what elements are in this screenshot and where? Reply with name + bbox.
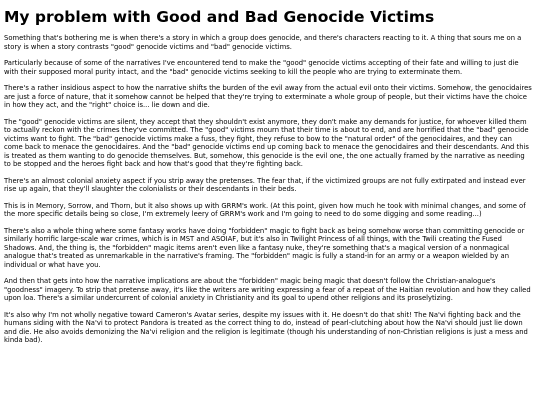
article-paragraph: There's a rather insidious aspect to how the narrative shifts the burden of the evil away from the actual evil onto their victims. Somehow, the genocidaires are just a force of nature, that it somehow cannot be helped that they're trying to exterminate a whole group of people, but their victims have the choice in how they act, and the "right" choice is... lie down and die. xyxy=(4,84,532,109)
article-title: My problem with Good and Bad Genocide Victims xyxy=(4,8,435,26)
article-paragraph: And then that gets into how the narrative implications are about the "forbidden" magic being magic that doesn't follow the Christian-analogue's "goodness" imagery. To strip that pretense away, it's like the writers are writing expressing a fear of a repeat of the Haitian revolution and how they called upon loa. There's a similar undercurrent of colonial anxiety in Christianity and its goal to upend other religions and its proselytizing. xyxy=(4,277,531,302)
article-paragraph: Something that's bothering me is when there's a story in which a group does genocide, and there's characters reacting to it. A thing that sours me on a story is when a story contrasts "good" genocide victims and "bad" genocide victims. xyxy=(4,34,522,51)
article-paragraph: The "good" genocide victims are silent, they accept that they shouldn't exist anymore, they don't make any demands for justice, for whoever killed them to actually reckon with the crimes they've committed. The "good" victims mourn that their time is about to end, and are horrified that the "bad" genocide victims want to fight. The "bad" genocide victims make a fuss, they fight, they refuse to bow to the "natural order" of the genocidaires, and they can come back to menace the genocidaires. And the "bad" genocide victims end up coming back to menace the genocidaires and their descendants. And this is treated as them wanting to do genocide themselves. But, somehow, this genocide is the evil one, the one actually framed by the narrative as needing to be stopped and the heroes fight back and how that's good that they're fighting back. xyxy=(4,117,529,168)
article-paragraph: This is in Memory, Sorrow, and Thorn, but it also shows up with GRRM's work. (At this point, given how much he took with minimal changes, and some of the more specific details being so close, I'm extremely leery of GRRM's work and I'm going to need to do some digging and some reading...) xyxy=(4,201,526,218)
article-paragraph: Particularly because of some of the narratives I've encountered tend to make the "good" genocide victims accepting of their fate and willing to just die with their supposed moral purity intact, and the "bad" genocide victims seeking to kill the people who are trying to exterminate them. xyxy=(4,59,519,76)
article-paragraph: There's an almost colonial anxiety aspect if you strip away the pretenses. The fear that, if the victimized groups are not fully extirpated and instead ever rise up again, that they'll slaughter the colonialists or their descendants in their beds. xyxy=(4,176,526,193)
article-paragraph: It's also why I'm not wholly negative toward Cameron's Avatar series, despite my issues with it. He doesn't do that shit! The Na'vi fighting back and the humans siding with the Na'vi to protect Pandora is treated as the correct thing to do, instead of pearl-clutching about how the Na'vi should just lie down and die. He also avoids demonizing the Na'vi religion and the religion is legitimate (though his understanding of non-Christian religions is just a mess and kinda bad). xyxy=(4,310,528,344)
article-paragraph: There's also a whole thing where some fantasy works have doing "forbidden" magic to fight back as being somehow worse than committing genocide or similarly horrific large-scale war crimes, which is in MST and ASOIAF, but it's also in Twilight Princess of all things, with the Twili creating the Fused Shadows. And, the thing is, the "forbidden" magic items aren't even like a fantasy nuke, they're something that's a magical version of a nonmagical analogue that's treated as unremarkable in the narrative's framing. The "forbidden" magic is fully a stand-in for an army or a weapon wielded by an individual or what have you. xyxy=(4,226,525,269)
